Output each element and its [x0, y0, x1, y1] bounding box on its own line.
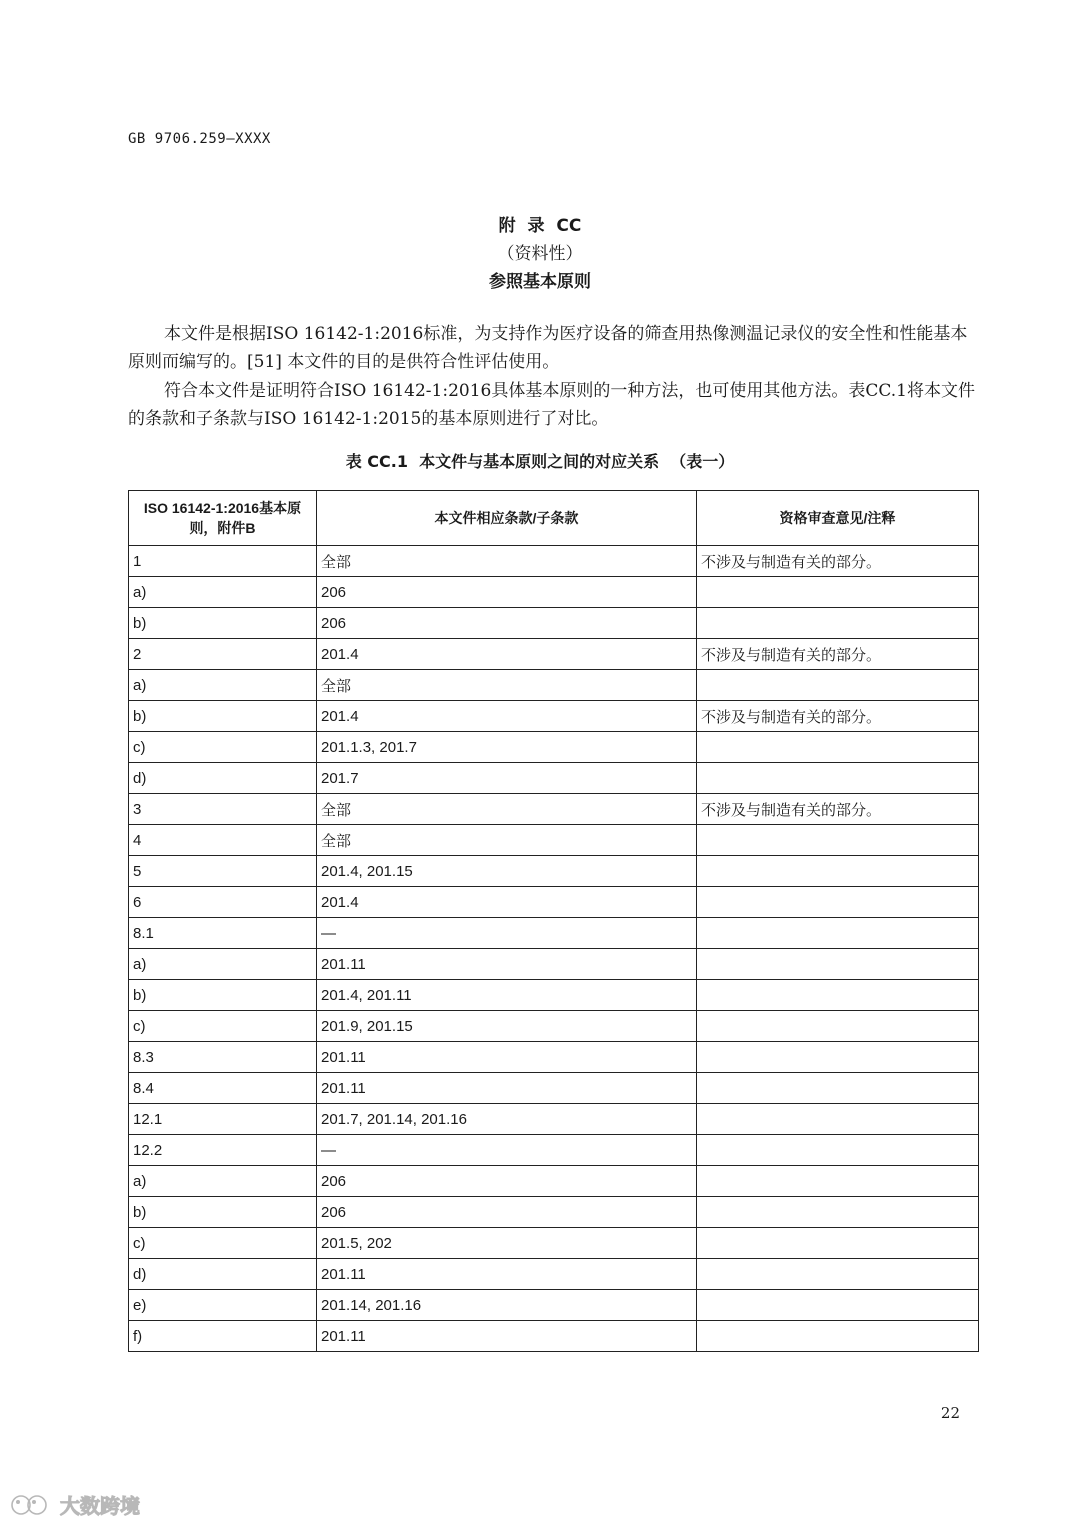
- cell-clause: 201.11: [317, 949, 697, 980]
- cell-clause: 201.4: [317, 887, 697, 918]
- cell-clause: 206: [317, 577, 697, 608]
- cell-clause: 201.4, 201.15: [317, 856, 697, 887]
- cell-comment: [697, 1259, 979, 1290]
- table-row: [129, 1197, 979, 1228]
- cell-clause: 全部: [317, 825, 697, 856]
- page-number: 22: [940, 1404, 960, 1422]
- cell-comment: [697, 1042, 979, 1073]
- watermark-text: 大数跨境: [60, 1494, 140, 1518]
- cell-comment: [697, 670, 979, 701]
- cell-comment: 不涉及与制造有关的部分。: [697, 546, 979, 577]
- cell-principle: d): [129, 1259, 317, 1290]
- table-row: [129, 794, 979, 825]
- cell-clause: 201.11: [317, 1073, 697, 1104]
- cell-clause: 201.4: [317, 639, 697, 670]
- cell-comment: [697, 1197, 979, 1228]
- cell-principle: 6: [129, 887, 317, 918]
- table-row: [129, 1290, 979, 1321]
- table-row: [129, 1321, 979, 1352]
- cell-comment: 不涉及与制造有关的部分。: [697, 794, 979, 825]
- cell-comment: [697, 1290, 979, 1321]
- table-row: [129, 577, 979, 608]
- cell-clause: 201.11: [317, 1042, 697, 1073]
- watermark-logo-icon: [10, 1492, 54, 1518]
- table-row: [129, 856, 979, 887]
- cell-principle: 3: [129, 794, 317, 825]
- cell-principle: f): [129, 1321, 317, 1352]
- annex-type: （资料性）: [497, 244, 583, 264]
- cell-comment: 不涉及与制造有关的部分。: [697, 701, 979, 732]
- cell-clause: 201.7, 201.14, 201.16: [317, 1104, 697, 1135]
- cell-clause: —: [317, 1135, 697, 1166]
- cell-clause: 201.11: [317, 1259, 697, 1290]
- annex-title-block: [0, 212, 1080, 296]
- table-row: [129, 639, 979, 670]
- annex-title: 附 录 CC: [498, 216, 582, 236]
- cell-principle: b): [129, 701, 317, 732]
- cell-clause: 201.1.3, 201.7: [317, 732, 697, 763]
- cell-clause: 201.4, 201.11: [317, 980, 697, 1011]
- cell-principle: c): [129, 1228, 317, 1259]
- table-row: [129, 1228, 979, 1259]
- cell-comment: [697, 1073, 979, 1104]
- cell-comment: [697, 1104, 979, 1135]
- cell-clause: 201.4: [317, 701, 697, 732]
- cell-principle: 2: [129, 639, 317, 670]
- cell-principle: 8.4: [129, 1073, 317, 1104]
- table-row: [129, 546, 979, 577]
- cell-principle: b): [129, 980, 317, 1011]
- cell-clause: 全部: [317, 546, 697, 577]
- table-row: [129, 1166, 979, 1197]
- cell-clause: 全部: [317, 670, 697, 701]
- cell-comment: [697, 763, 979, 794]
- cell-principle: 8.1: [129, 918, 317, 949]
- table-row: [129, 1259, 979, 1290]
- correspondence-table: [128, 490, 979, 1352]
- table-row: [129, 980, 979, 1011]
- cell-principle: a): [129, 1166, 317, 1197]
- cell-clause: 206: [317, 1166, 697, 1197]
- cell-comment: [697, 1228, 979, 1259]
- cell-comment: [697, 1166, 979, 1197]
- cell-comment: [697, 949, 979, 980]
- cell-comment: [697, 1011, 979, 1042]
- cell-principle: 5: [129, 856, 317, 887]
- cell-comment: [697, 887, 979, 918]
- table-row: [129, 1135, 979, 1166]
- cell-principle: 4: [129, 825, 317, 856]
- document-id: GB 9706.259—XXXX: [128, 131, 271, 147]
- cell-clause: 206: [317, 608, 697, 639]
- cell-clause: 201.7: [317, 763, 697, 794]
- table-row: [129, 918, 979, 949]
- cell-clause: 201.9, 201.15: [317, 1011, 697, 1042]
- cell-clause: 全部: [317, 794, 697, 825]
- table-row: [129, 1011, 979, 1042]
- cell-comment: [697, 825, 979, 856]
- cell-principle: e): [129, 1290, 317, 1321]
- cell-principle: c): [129, 732, 317, 763]
- table-row: [129, 1073, 979, 1104]
- table-row: [129, 1104, 979, 1135]
- cell-principle: b): [129, 1197, 317, 1228]
- header-iso-principle: ISO 16142-1:2016基本原则，附件B: [129, 491, 317, 546]
- table-row: [129, 1042, 979, 1073]
- table-row: [129, 825, 979, 856]
- cell-comment: [697, 1321, 979, 1352]
- cell-clause: 201.5, 202: [317, 1228, 697, 1259]
- cell-principle: b): [129, 608, 317, 639]
- cell-principle: 12.1: [129, 1104, 317, 1135]
- cell-comment: 不涉及与制造有关的部分。: [697, 639, 979, 670]
- table-row: [129, 608, 979, 639]
- cell-clause: 201.14, 201.16: [317, 1290, 697, 1321]
- cell-comment: [697, 608, 979, 639]
- table-row: [129, 701, 979, 732]
- conformity-paragraph: 符合本文件是证明符合ISO 16142-1:2016具体基本原则的一种方法，也可使用其他方法。表CC.1将本文件的条款和子条款与ISO 16142-1:2015的基本原则进行了对比。: [128, 381, 975, 429]
- table-row: [129, 732, 979, 763]
- cell-principle: a): [129, 670, 317, 701]
- cell-principle: 8.3: [129, 1042, 317, 1073]
- annex-subtitle: 参照基本原则: [489, 272, 591, 292]
- cell-comment: [697, 980, 979, 1011]
- table-row: [129, 763, 979, 794]
- cell-principle: 12.2: [129, 1135, 317, 1166]
- cell-principle: 1: [129, 546, 317, 577]
- table-row: [129, 949, 979, 980]
- table-caption: 表 CC.1 本文件与基本原则之间的对应关系 （表一）: [345, 452, 735, 471]
- cell-clause: 201.11: [317, 1321, 697, 1352]
- table-row: [129, 887, 979, 918]
- cell-principle: a): [129, 949, 317, 980]
- cell-principle: d): [129, 763, 317, 794]
- table-header-row: [129, 491, 979, 546]
- cell-principle: c): [129, 1011, 317, 1042]
- intro-paragraph: 本文件是根据ISO 16142-1:2016标准，为支持作为医疗设备的筛查用热像测温记录仪的安全性和性能基本原则而编写的。[51] 本文件的目的是供符合性评估使用。: [128, 324, 968, 372]
- cell-comment: [697, 577, 979, 608]
- cell-clause: —: [317, 918, 697, 949]
- cell-comment: [697, 918, 979, 949]
- cell-comment: [697, 1135, 979, 1166]
- cell-comment: [697, 856, 979, 887]
- table-body: [129, 546, 979, 1352]
- header-clause: 本文件相应条款/子条款: [317, 491, 697, 546]
- cell-comment: [697, 732, 979, 763]
- cell-principle: a): [129, 577, 317, 608]
- cell-clause: 206: [317, 1197, 697, 1228]
- table-row: [129, 670, 979, 701]
- header-comment: 资格审查意见/注释: [697, 491, 979, 546]
- watermark: [10, 1490, 140, 1519]
